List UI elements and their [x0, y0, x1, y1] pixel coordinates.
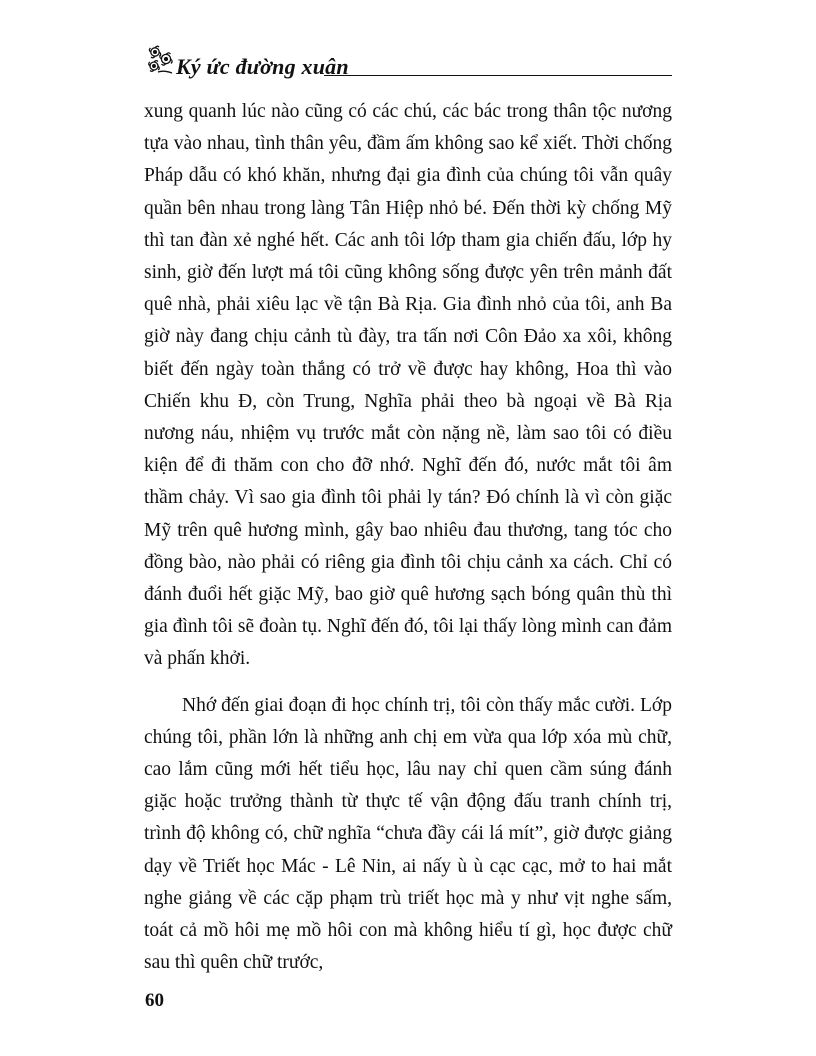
body-text [144, 96, 672, 979]
flower-ornament-icon [144, 42, 180, 78]
running-header [144, 40, 672, 82]
header-rule [324, 75, 672, 76]
paragraph: Nhớ đến giai đoạn đi học chính trị, tôi còn thấy mắc cười. Lớp chúng tôi, phần lớn là những anh chị em vừa qua lớp xóa mù chữ, cao lắm cũng mới hết tiểu học, lâu nay chỉ quen cầm súng đánh giặc hoặc trưởng thành từ thực tế vận động đấu tranh chính trị, trình độ không có, chữ nghĩa “chưa đầy cái lá mít”, giờ được giảng dạy về Triết học Mác - Lê Nin, ai nấy ù ù cạc cạc, mở to hai mắt nghe giảng về các cặp phạm trù triết học mà y như vịt nghe sấm, toát cả mồ hôi mẹ mồ hôi con mà không hiểu tí gì, học được chữ sau thì quên chữ trước, [144, 694, 672, 974]
paragraph: xung quanh lúc nào cũng có các chú, các bác trong thân tộc nương tựa vào nhau, tình thân yêu, đầm ấm không sao kể xiết. Thời chống Pháp dẫu có khó khăn, nhưng đại gia đình của chúng tôi vẫn quây quần bên nhau trong làng Tân Hiệp nhỏ bé. Đến thời kỳ chống Mỹ thì tan đàn xẻ nghé hết. Các anh tôi lớp tham gia chiến đấu, lớp hy sinh, giờ đến lượt má tôi cũng không sống được yên trên mảnh đất quê nhà, phải xiêu lạc về tận Bà Rịa. Gia đình nhỏ của tôi, anh Ba giờ này đang chịu cảnh tù đày, tra tấn nơi Côn Đảo xa xôi, không biết đến ngày toàn thắng có trở về được hay không, Hoa thì vào Chiến khu Đ, còn Trung, Nghĩa phải theo bà ngoại về Bà Rịa nương náu, nhiệm vụ trước mắt còn nặng nề, làm sao tôi có điều kiện để đi thăm con cho đỡ nhớ. Nghĩ đến đó, nước mắt tôi âm thầm chảy. Vì sao gia đình tôi phải ly tán? Đó chính là vì còn giặc Mỹ trên quê hương mình, gây bao nhiêu đau thương, tang tóc cho đồng bào, nào phải có riêng gia đình tôi chịu cảnh xa cách. Chỉ có đánh đuổi hết giặc Mỹ, bao giờ quê hương sạch bóng quân thù thì gia đình tôi sẽ đoàn tụ. Nghĩ đến đó, tôi lại thấy lòng mình can đảm và phấn khởi. [144, 101, 672, 670]
book-title: Ký ức đường xuân [176, 54, 349, 79]
page-number: 60 [145, 990, 164, 1011]
